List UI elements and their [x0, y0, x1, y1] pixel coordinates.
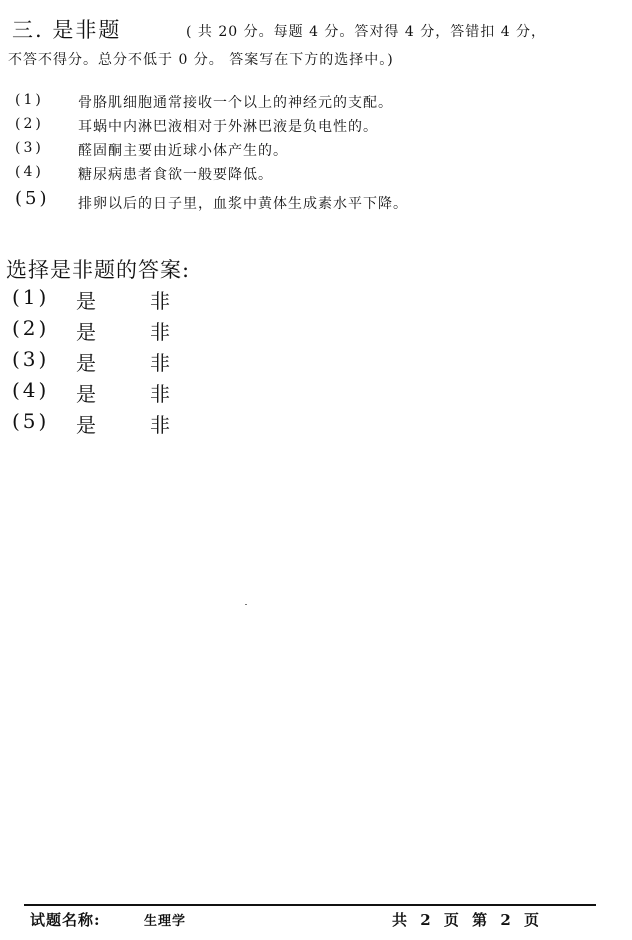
question-list — [15, 92, 615, 218]
answer-row — [12, 316, 312, 347]
question-number: (2) — [15, 116, 44, 132]
question-item — [15, 164, 615, 188]
answer-number: (2) — [12, 316, 50, 340]
question-number: (3) — [15, 140, 44, 156]
answer-list — [12, 285, 312, 440]
answer-number: (1) — [12, 285, 50, 309]
answer-number: (4) — [12, 378, 50, 402]
exam-subject: 生理学 — [144, 914, 187, 929]
answer-true-option[interactable]: 是 — [76, 289, 96, 313]
section-title: 三. 是非题 — [12, 18, 122, 42]
question-text: 醛固酮主要由近球小体产生的。 — [78, 143, 288, 159]
question-number: (5) — [15, 188, 50, 209]
answer-false-option[interactable]: 非 — [150, 289, 170, 313]
question-text: 骨胳肌细胞通常接收一个以上的神经元的支配。 — [78, 95, 393, 111]
question-item — [15, 116, 615, 140]
answer-false-option[interactable]: 非 — [150, 320, 170, 344]
answer-true-option[interactable]: 是 — [76, 351, 96, 375]
footer-divider — [24, 904, 596, 906]
question-text: 排卵以后的日子里，血浆中黄体生成素水平下降。 — [78, 196, 408, 212]
question-number: (1) — [15, 92, 44, 108]
question-item — [15, 92, 615, 116]
section-header — [8, 14, 622, 74]
scan-speck — [245, 604, 247, 605]
answer-number: (3) — [12, 347, 50, 371]
answer-true-option[interactable]: 是 — [76, 382, 96, 406]
question-text: 糖尿病患者食欲一般要降低。 — [78, 167, 273, 183]
section-instructions-line-2: 不答不得分。总分不低于 0 分。 答案写在下方的选择中。) — [8, 52, 394, 68]
question-number: (4) — [15, 164, 44, 180]
answer-false-option[interactable]: 非 — [150, 413, 170, 437]
answer-row — [12, 378, 312, 409]
question-item — [15, 140, 615, 164]
question-text: 耳蜗中内淋巴液相对于外淋巴液是负电性的。 — [78, 119, 378, 135]
answer-row — [12, 347, 312, 378]
answer-true-option[interactable]: 是 — [76, 320, 96, 344]
answer-row — [12, 285, 312, 316]
answer-true-option[interactable]: 是 — [76, 413, 96, 437]
question-item — [15, 188, 615, 218]
section-instructions-line-1: ( 共 20 分。每题 4 分。答对得 4 分，答错扣 4 分， — [186, 24, 547, 40]
page-footer — [30, 909, 610, 933]
answer-false-option[interactable]: 非 — [150, 351, 170, 375]
exam-name-label: 试题名称: — [30, 911, 101, 929]
answer-number: (5) — [12, 409, 50, 433]
answer-false-option[interactable]: 非 — [150, 382, 170, 406]
answer-heading: 选择是非题的答案: — [6, 258, 191, 282]
answer-row — [12, 409, 312, 440]
page-indicator: 共 2 页 第 2 页 — [392, 911, 540, 929]
